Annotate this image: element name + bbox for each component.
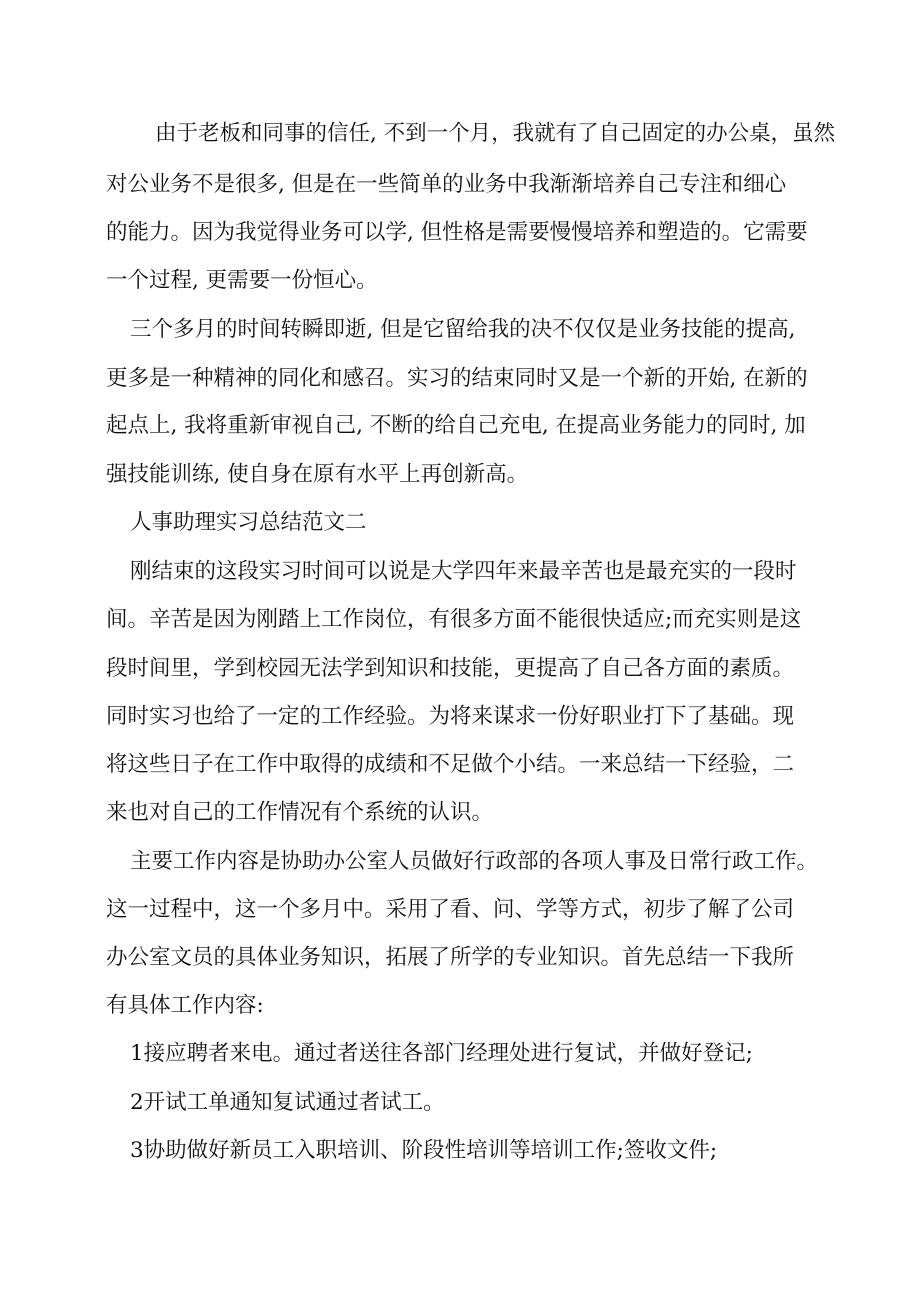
- text-line: 刚结束的这段实习时间可以说是大学四年来最辛苦也是最充实的一段时: [130, 559, 797, 584]
- text-line: 来也对自己的工作情况有个系统的认识。: [106, 800, 494, 825]
- text-line: 同时实习也给了一定的工作经验。为将来谋求一份好职业打下了基础。现: [106, 704, 795, 729]
- text-line: 对公业务不是很多, 但是在一些简单的业务中我渐渐培养自己专注和细心: [106, 172, 787, 197]
- text-line: 有具体工作内容:: [106, 993, 264, 1018]
- text-line: 段时间里，学到校园无法学到知识和技能，更提高了自己各方面的素质。: [106, 656, 795, 681]
- text-line: 三个多月的时间转瞬即逝, 但是它留给我的决不仅仅是业务技能的提高,: [130, 317, 796, 342]
- text-line: 主要工作内容是协助办公室人员做好行政部的各项人事及日常行政工作。: [130, 849, 819, 874]
- text-line: 一个过程, 更需要一份恒心。: [106, 268, 378, 293]
- text-line: 间。辛苦是因为刚踏上工作岗位，有很多方面不能很快适应;而充实则是这: [106, 607, 802, 632]
- text-line: 这一过程中，这一个多月中。采用了看、问、学等方式，初步了解了公司: [106, 897, 795, 922]
- text-line: 办公室文员的具体业务知识，拓展了所学的专业知识。首先总结一下我所: [106, 945, 795, 970]
- text-line: 起点上, 我将重新审视自己, 不断的给自己充电, 在提高业务能力的同时, 加: [106, 413, 806, 438]
- text-line: 更多是一种精神的同化和感召。实习的结束同时又是一个新的开始, 在新的: [106, 366, 808, 391]
- text-line: 强技能训练, 使自身在原有水平上再创新高。: [106, 462, 529, 487]
- list-item: 1接应聘者来电。通过者送往各部门经理处进行复试，并做好登记;: [130, 1041, 753, 1066]
- list-item: 2开试工单通知复试通过者试工。: [130, 1090, 445, 1115]
- text-line: 由于老板和同事的信任, 不到一个月，我就有了自己固定的办公桌，虽然: [155, 121, 836, 146]
- list-item: 3协助做好新员工入职培训、阶段性培训等培训工作;签收文件;: [130, 1138, 718, 1163]
- text-line: 将这些日子在工作中取得的成绩和不足做个小结。一来总结一下经验，二: [106, 752, 795, 777]
- text-line: 的能力。因为我觉得业务可以学, 但性格是需要慢慢培养和塑造的。它需要: [106, 220, 808, 245]
- section-heading: 人事助理实习总结范文二: [130, 510, 367, 535]
